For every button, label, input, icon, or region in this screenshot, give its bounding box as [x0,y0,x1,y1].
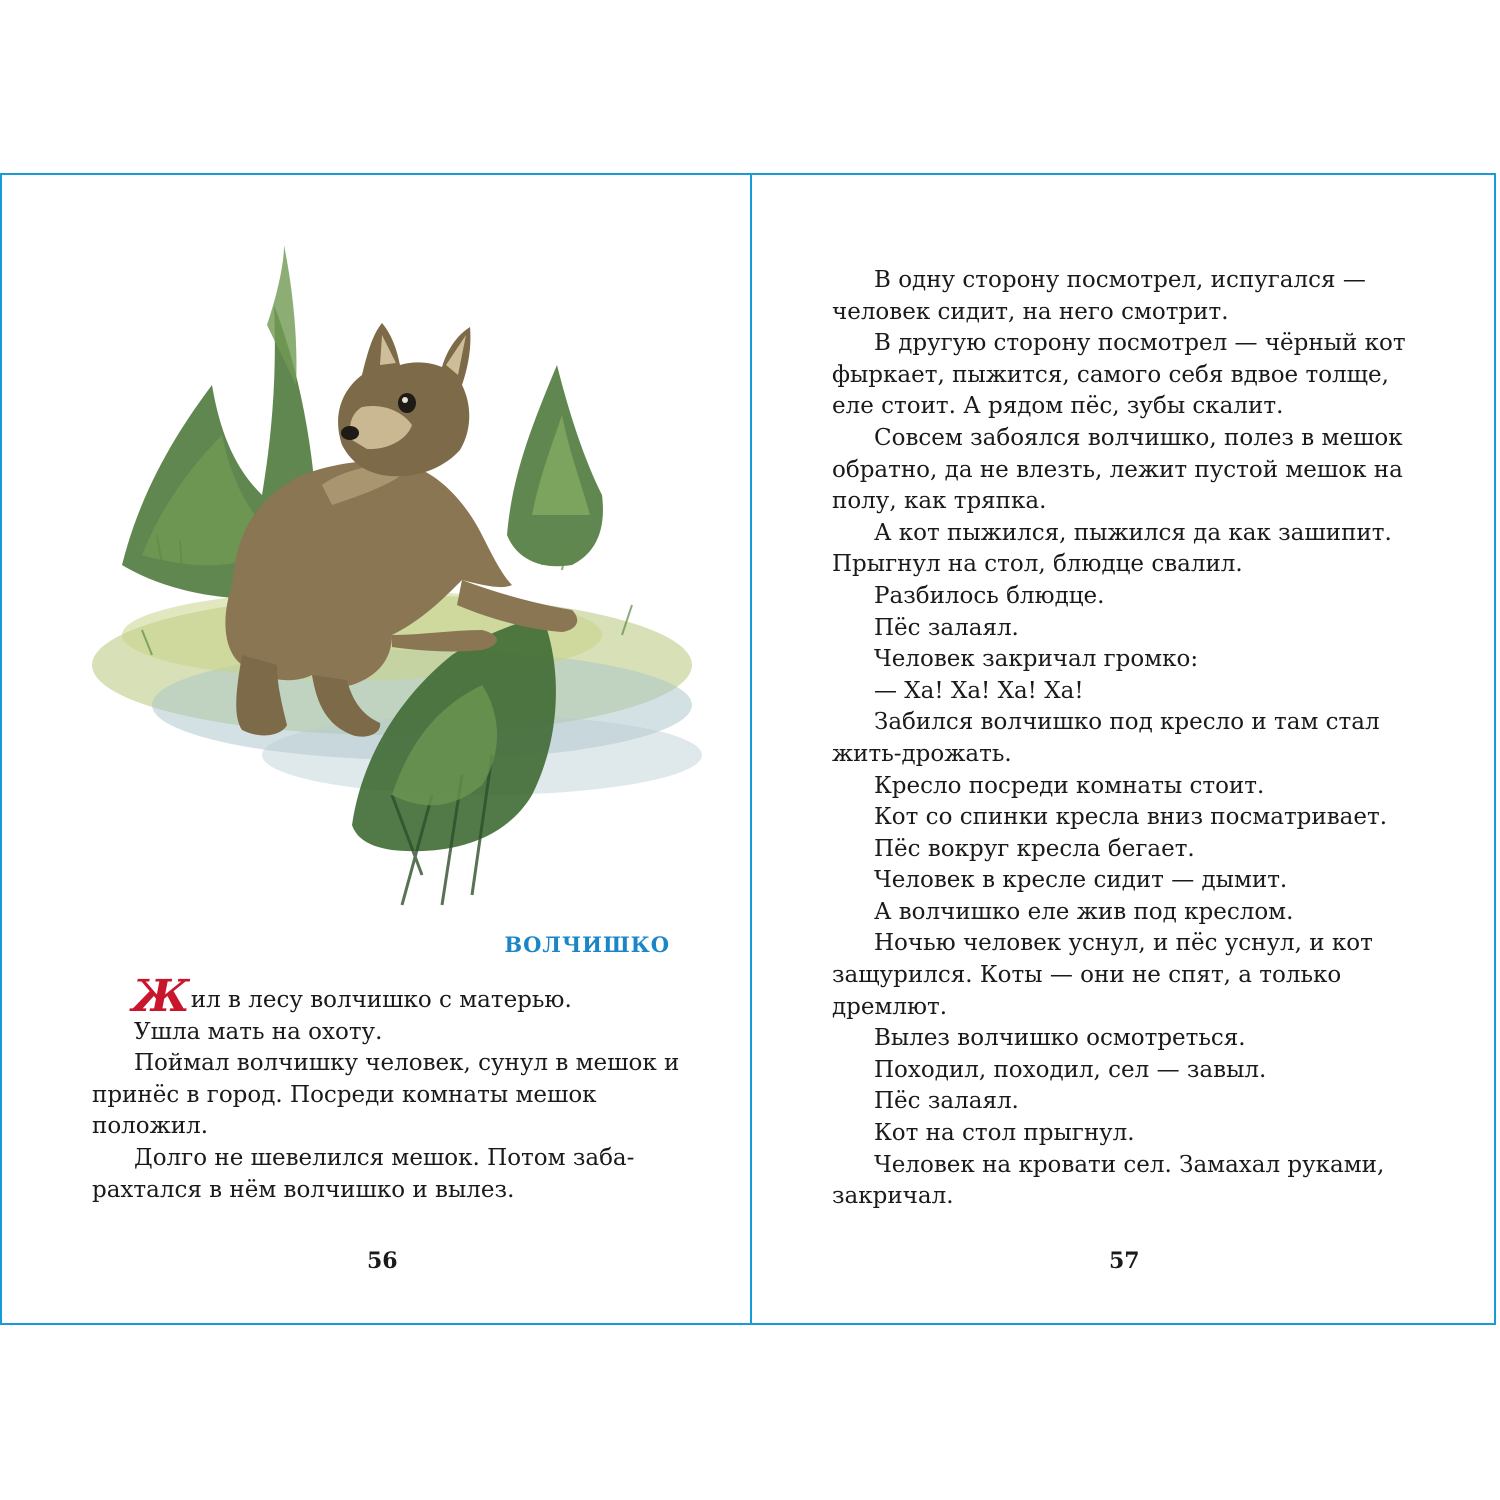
paragraph: Человек закричал громко: [874,646,1199,673]
paragraph: В другую сторону посмотрел — чёрный кот фыркает, пыжится, самого себя вдвое толще, еле стоит. А рядом пёс, зубы скалит. [832,330,1406,420]
paragraph: Пёс залаял. [874,1088,1019,1115]
paragraph: Пёс вокруг кресла бегает. [874,835,1195,862]
paragraph: Человек на кровати сел. Замахал руками, закричал. [832,1151,1385,1210]
paragraph: Долго не шевелился мешок. Потом заба-рахтался в нём волчишко и вылез. [92,1144,635,1203]
paragraph: Вылез волчишко осмотреться. [874,1025,1246,1052]
chapter-title: ВОЛЧИШКО [504,932,670,957]
paragraph: Пёс залаял. [874,614,1019,641]
paragraph: Поймал волчишку человек, сунул в мешок и принёс в город. Посреди комнаты мешок положил. [92,1050,680,1140]
first-line-text: ил в лесу волчишко с матерью. [190,987,572,1013]
right-page-text [832,265,1422,1213]
first-paragraph [92,971,682,1022]
drop-cap: Ж [132,971,190,1022]
paragraph: Кот со спинки кресла вниз посматривает. [874,804,1388,831]
left-page-text [92,971,682,1206]
paragraph: — Ха! Ха! Ха! Ха! [874,677,1084,704]
paragraph: Человек в кресле сидит — дымит. [874,867,1288,894]
paragraph: Разбилось блюдце. [874,582,1105,609]
paragraph: Совсем забоялся волчишко, полез в мешок обратно, да не влезть, лежит пустой мешок на полу, как тряпка. [832,424,1403,515]
paragraph: А кот пыжился, пыжился да как зашипит. Прыгнул на стол, блюдце свалил. [832,519,1392,578]
page-number-left: 56 [367,1248,398,1274]
page-number-right: 57 [1109,1248,1140,1274]
paragraph: Забился волчишко под кресло и там стал жить-дрожать. [832,709,1380,767]
paragraph: Кот на стол прыгнул. [874,1120,1135,1147]
wolf-cub-illustration [62,235,702,925]
book-spread [0,173,1496,1325]
paragraph: Ушла мать на охоту. [134,1018,383,1045]
paragraph: Походил, походил, сел — завыл. [874,1056,1267,1083]
paragraph: Кресло посреди комнаты стоит. [874,772,1265,799]
paragraph: В одну сторону посмотрел, испугался — человек сидит, на него смотрит. [832,267,1366,325]
right-page [752,175,1496,1323]
paragraph: Ночью человек уснул, и пёс уснул, и кот защурился. Коты — они не спят, а только дремлют. [832,930,1373,1020]
paragraph: А волчишко еле жив под креслом. [874,898,1294,925]
left-page [2,175,750,1323]
